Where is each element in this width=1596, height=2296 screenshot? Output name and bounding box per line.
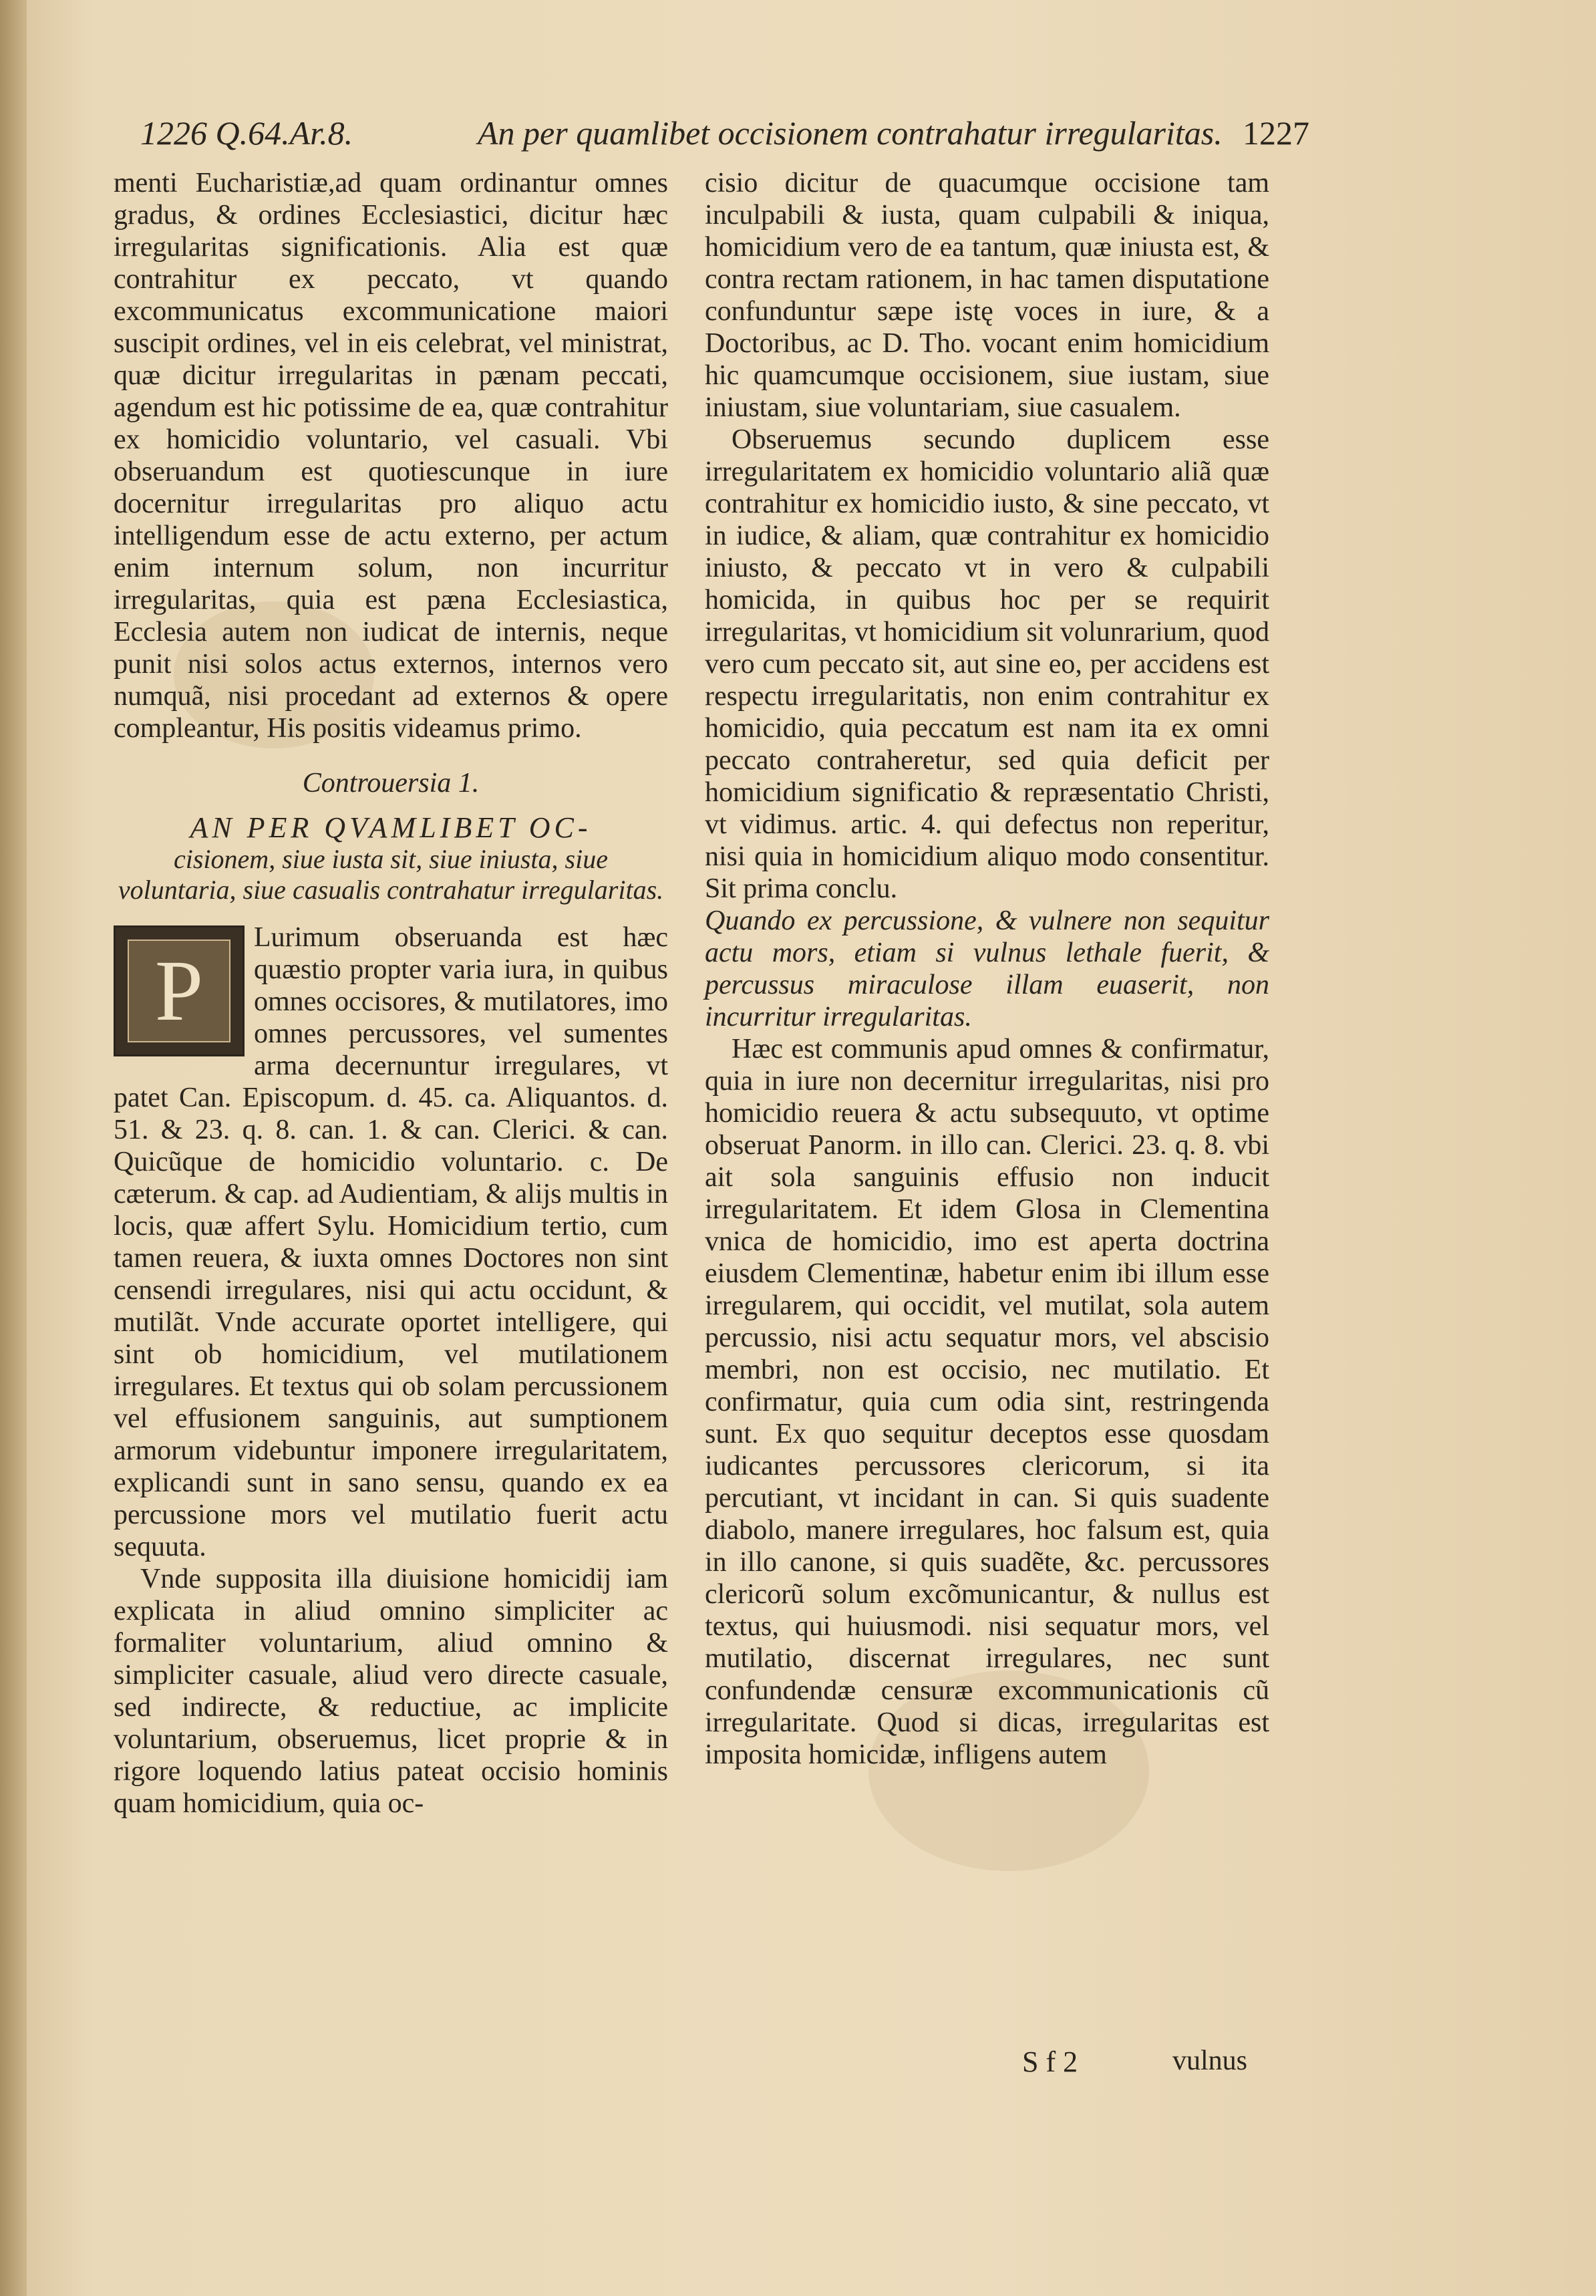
page-number-right: 1227 xyxy=(1243,114,1309,152)
question-title xyxy=(114,813,668,905)
left-paragraph-1: menti Eucharistiæ,ad quam ordinantur omnes gradus, & ordines Ecclesiastici, dicitur hæc irregularitas significationis. Alia est quæ contrahitur ex peccato, vt quando excommunicatus excommunicatione maiori suscipit ordines, vel in eis celebrat, vel ministrat, quæ dicitur irregularitas in pænam peccati, agendum est hic potissime de ea, quæ contrahitur ex homicidio voluntario, vel casuali. Vbi obseruandum est quotiescunque in iure docernitur irregularitas pro aliquo actu intelligendum esse de actu externo, per actum enim internum solum, non incurritur irregularitas, quia est pæna Ecclesiastica, Ecclesia autem non iudicat de internis, neque punit nisi solos actus externos, internos vero numquã, nisi procedant ad externos & opere compleantur, His positis videamus primo. xyxy=(114,168,668,744)
opening-paragraph xyxy=(114,921,668,1563)
drop-cap-initial xyxy=(114,925,245,1056)
running-head xyxy=(140,100,1309,160)
controversy-heading: Controuersia 1. xyxy=(302,768,480,799)
catchword: vulnus xyxy=(1172,2045,1248,2076)
running-title: An per quamlibet occisionem contrahatur irregularitas. xyxy=(478,114,1223,152)
signature-mark: S f 2 xyxy=(1022,2045,1078,2078)
left-paragraph-3: Vnde supposita illa diuisione homicidij iam explicata in aliud omnino simpliciter ac formaliter voluntarium, aliud omnino & simpliciter casuale, aliud vero directe casuale, sed indirecte, & reductiue, ac implicite voluntarium, obseruemus, licet proprie & in rigore loquendo latius pateat occisio hominis quam homicidium, quia oc- xyxy=(114,1564,668,1819)
left-paragraph-2: Lurimum obseruanda est hæc quæstio propter varia iura, in quibus omnes occisores, & mutilatores, imo omnes percussores, vel sumentes arma decernuntur irregulares, vt patet Can. Episcopum. d. 45. ca. Aliquantos. d. 51. & 23. q. 8. can. 1. & can. Clerici. & can. Quicũque de homicidio voluntario. c. De cæterum. & cap. ad Audientiam, & alijs multis in locis, quæ affert Sylu. Homicidium tertio, cum tamen reuera, & iuxta omnes Doctores non sint censendi irregulares, nisi qui actu occidunt, & mutilãt. Vnde accurate oportet intelligere, qui sint ob homicidium, vel mutilationem irregulares. Et textus qui ob solam percussionem vel effusionem sanguinis, aut sumptionem armorum videbuntur imponere irregularitatem, explicandi sunt in sano sensu, quando ex ea percussione mors vel mutilatio fuerit actu sequuta. xyxy=(114,922,668,1562)
right-paragraph-3: Hæc est communis apud omnes & confirmatur, quia in iure non decernitur irregularitas, nisi pro homicidio reuera & actu subsequuto, vt optime obseruat Panorm. in illo can. Clerici. 23. q. 8. vbi ait sola sanguinis effusio non inducit irregularitatem. Et idem Glosa in Clementina vnica de homicidio, imo est aperta doctrina eiusdem Clementinæ, habetur enim ibi illum esse irregularem, qui occidit, vel mutilat, sola autem percussio, nisi actu sequatur mors, vel abscisio membri, non est occisio, nec mutilatio. Et confirmatur, quia cum odia sint, restringenda sunt. Ex quo sequitur deceptos esse quosdam iudicantes percussores clericorum, si ita percutiant, vt incidant in can. Si quis suadente diabolo, manere irregulares, hoc falsum est, quia in illo canone, si quis suadẽte, &c. percussores clericorũ solum excõmunicantur, & nullus est textus, qui huiusmodi. nisi sequatur mors, vel mutilatio, discernat irregulares, nec sunt confundendæ censuræ excommunicationis cũ irregularitate. Quod si dicas, irregularitas est imposita homicidæ, infligens autem xyxy=(705,1034,1269,1770)
first-conclusion: Quando ex percussione, & vulnere non sequitur actu mors, etiam si vulnus lethale fuerit, & percussus miraculose illam euaserit, non incurritur irregularitas. xyxy=(705,905,1269,1032)
drop-cap-letter: P xyxy=(154,943,204,1039)
left-column xyxy=(114,167,668,1820)
right-paragraph-2: Obseruemus secundo duplicem esse irregularitatem ex homicidio voluntario aliã quæ contrahitur ex homicidio iusto, & sine peccato, vt in iudice, & aliam, quæ contrahitur ex homicidio iniusto, & peccato vt in vero & culpabili homicida, in quibus hoc per se requirit irregularitas, vt homicidium sit volunrarium, quod vero cum peccato sit, aut sine eo, per accidens est respectu irregularitatis, non enim contrahitur ex homicidio, quia peccatum est nam ita ex omni peccato contraheretur, sed quia deficit per homicidium significatio & repræsentatio Christi, vt vidimus. artic. 4. qui defectus non reperitur, nisi quia in homicidium aliquo modo consentitur. Sit prima conclu. xyxy=(705,424,1269,904)
question-title-caps: AN PER QVAMLIBET OC- xyxy=(190,811,592,844)
right-paragraph-1: cisio dicitur de quacumque occisione tam inculpabili & iusta, quam culpabili & iniqua, homicidium vero de ea tantum, quæ iniusta est, & contra rectam rationem, in hac tamen disputatione confunduntur sæpe istę voces in iure, & a Doctoribus, ac D. Tho. vocant enim homicidium hic quamcumque occisionem, siue iustam, siue iniustam, siue voluntariam, siue casualem. xyxy=(705,168,1269,423)
page-gutter xyxy=(0,0,27,2296)
question-title-rest: cisionem, siue iusta sit, siue iniusta, siue voluntaria, siue casualis contrahatur irregularitas. xyxy=(118,844,664,905)
right-column xyxy=(705,167,1269,1771)
page-number-left: 1226 Q.64.Ar.8. xyxy=(140,114,353,152)
